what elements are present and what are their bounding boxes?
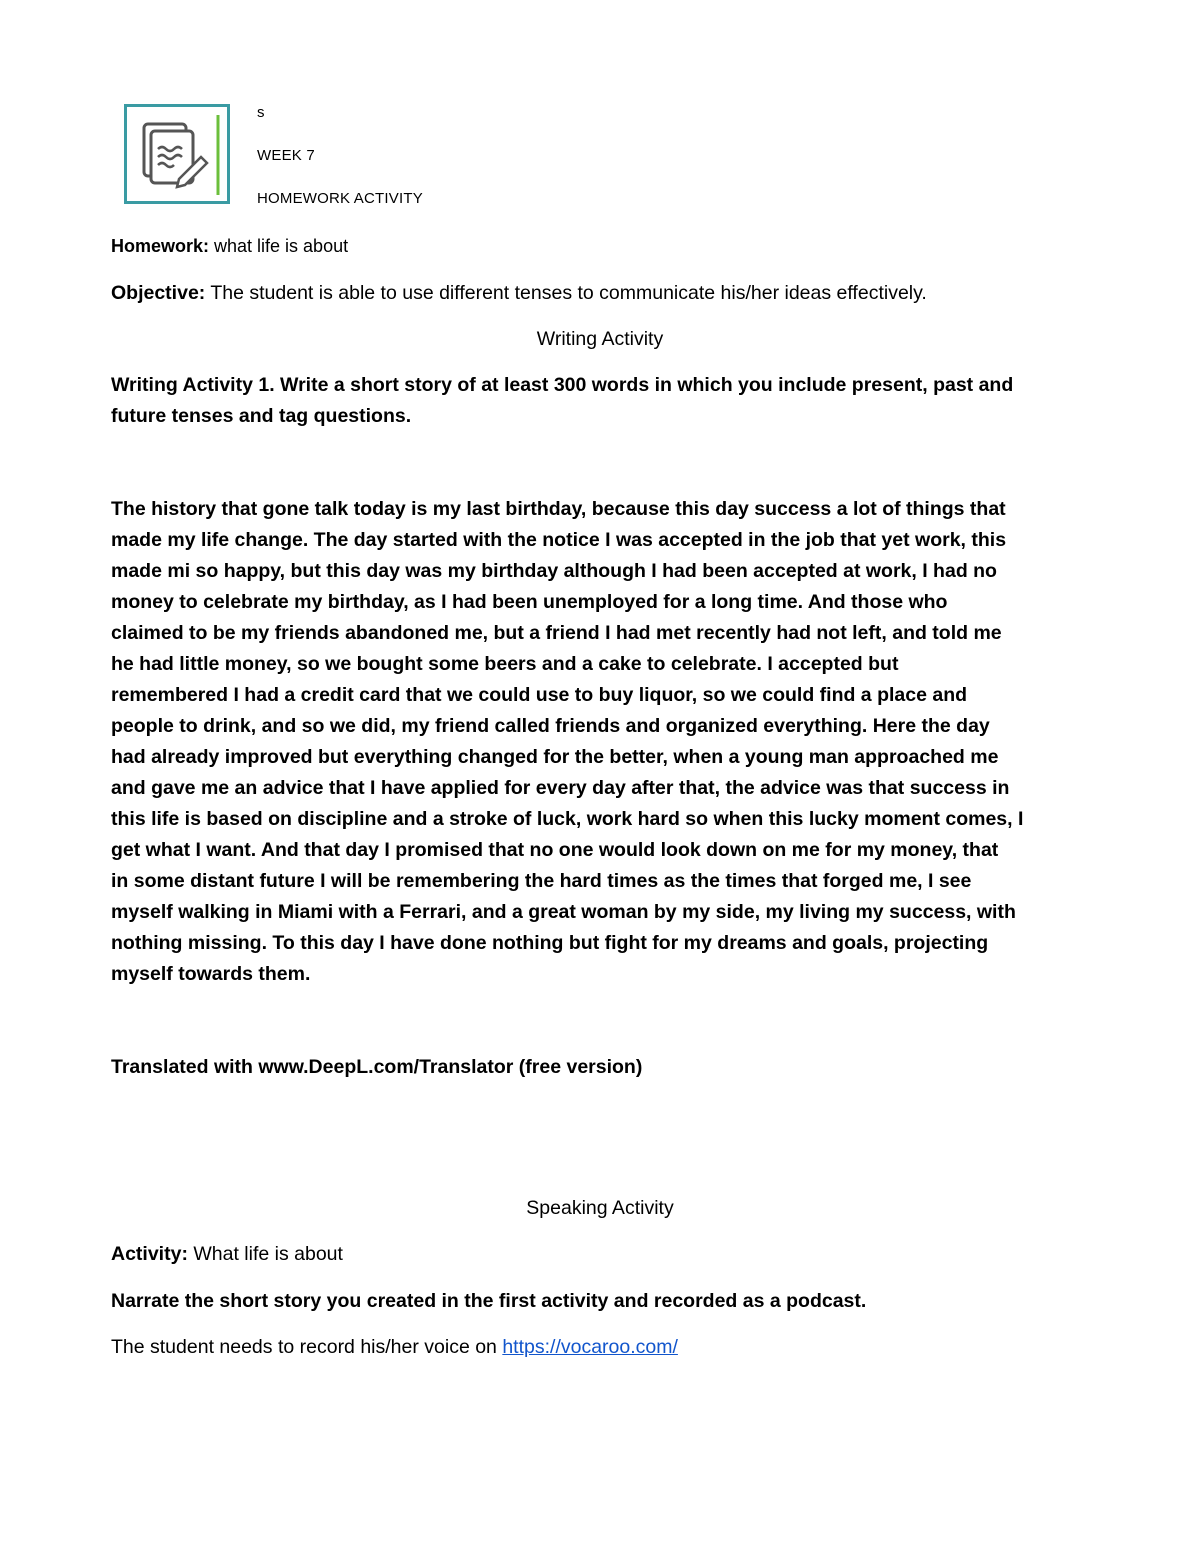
week-label: WEEK 7 — [257, 147, 315, 164]
story-line: made mi so happy, but this day was my birthday although I had been accepted at work, I had no — [111, 560, 997, 582]
story-line: had already improved but everything changed for the better, when a young man approached me — [111, 746, 999, 768]
story-line: this life is based on discipline and a stroke of luck, work hard so when this lucky moment comes, I — [111, 808, 1024, 830]
story-line: made my life change. The day started with the notice I was accepted in the job that yet work, this — [111, 529, 1007, 551]
story-line: claimed to be my friends abandoned me, but a friend I had met recently had not left, and told me — [111, 622, 1002, 644]
objective-label: Objective: — [111, 282, 206, 304]
record-line — [111, 1336, 678, 1359]
story-line: he had little money, so we bought some beers and a cake to celebrate. I accepted but — [111, 653, 899, 675]
story-line: and gave me an advice that I have applied for every day after that, the advice was that success in — [111, 777, 1010, 799]
header-s-label: s — [257, 104, 265, 121]
objective-line — [111, 282, 927, 305]
speaking-activity-heading: Speaking Activity — [526, 1197, 674, 1219]
story-line: remembered I had a credit card that we could use to buy liquor, so we could find a place and — [111, 684, 968, 706]
record-text: The student needs to record his/her voice on — [111, 1336, 503, 1358]
story-line: myself towards them. — [111, 963, 311, 985]
translated-note: Translated with www.DeepL.com/Translator (free version) — [111, 1056, 643, 1078]
story-line: get what I want. And that day I promised that no one would look down on me for my money, that — [111, 839, 999, 861]
speaking-activity-value: What life is about — [187, 1243, 343, 1265]
story-paragraph — [111, 494, 1081, 990]
writing-instruction-line-2: future tenses and tag questions. — [111, 405, 412, 427]
homework-label: Homework: — [111, 236, 210, 256]
objective-value: The student is able to use different tenses to communicate his/her ideas effectively. — [205, 282, 927, 304]
story-line: people to drink, and so we did, my friend called friends and organized everything. Here the day — [111, 715, 990, 737]
homework-value: what life is about — [209, 236, 349, 256]
notebook-pencil-graphic — [127, 107, 227, 201]
speaking-activity-label: Activity: — [111, 1243, 188, 1265]
speaking-activity-line — [111, 1243, 343, 1266]
writing-instruction-line-1: Writing Activity 1. Write a short story of at least 300 words in which you include present, past and — [111, 374, 1014, 396]
story-line: in some distant future I will be remembering the hard times as the times that forged me, I see — [111, 870, 972, 892]
vocaroo-link[interactable]: https://vocaroo.com/ — [502, 1336, 678, 1358]
writing-activity-heading: Writing Activity — [536, 328, 664, 350]
homework-line — [111, 236, 348, 257]
story-line: myself walking in Miami with a Ferrari, and a great woman by my side, my living my success, with — [111, 901, 1016, 923]
story-line: nothing missing. To this day I have done nothing but fight for my dreams and goals, projecting — [111, 932, 989, 954]
story-line: money to celebrate my birthday, as I had been unemployed for a long time. And those who — [111, 591, 948, 613]
speaking-instruction: Narrate the short story you created in the first activity and recorded as a podcast. — [111, 1290, 867, 1312]
story-line: The history that gone talk today is my last birthday, because this day success a lot of things that — [111, 498, 1006, 520]
activity-type-label: HOMEWORK ACTIVITY — [257, 190, 423, 207]
notebook-pencil-icon — [124, 104, 230, 204]
